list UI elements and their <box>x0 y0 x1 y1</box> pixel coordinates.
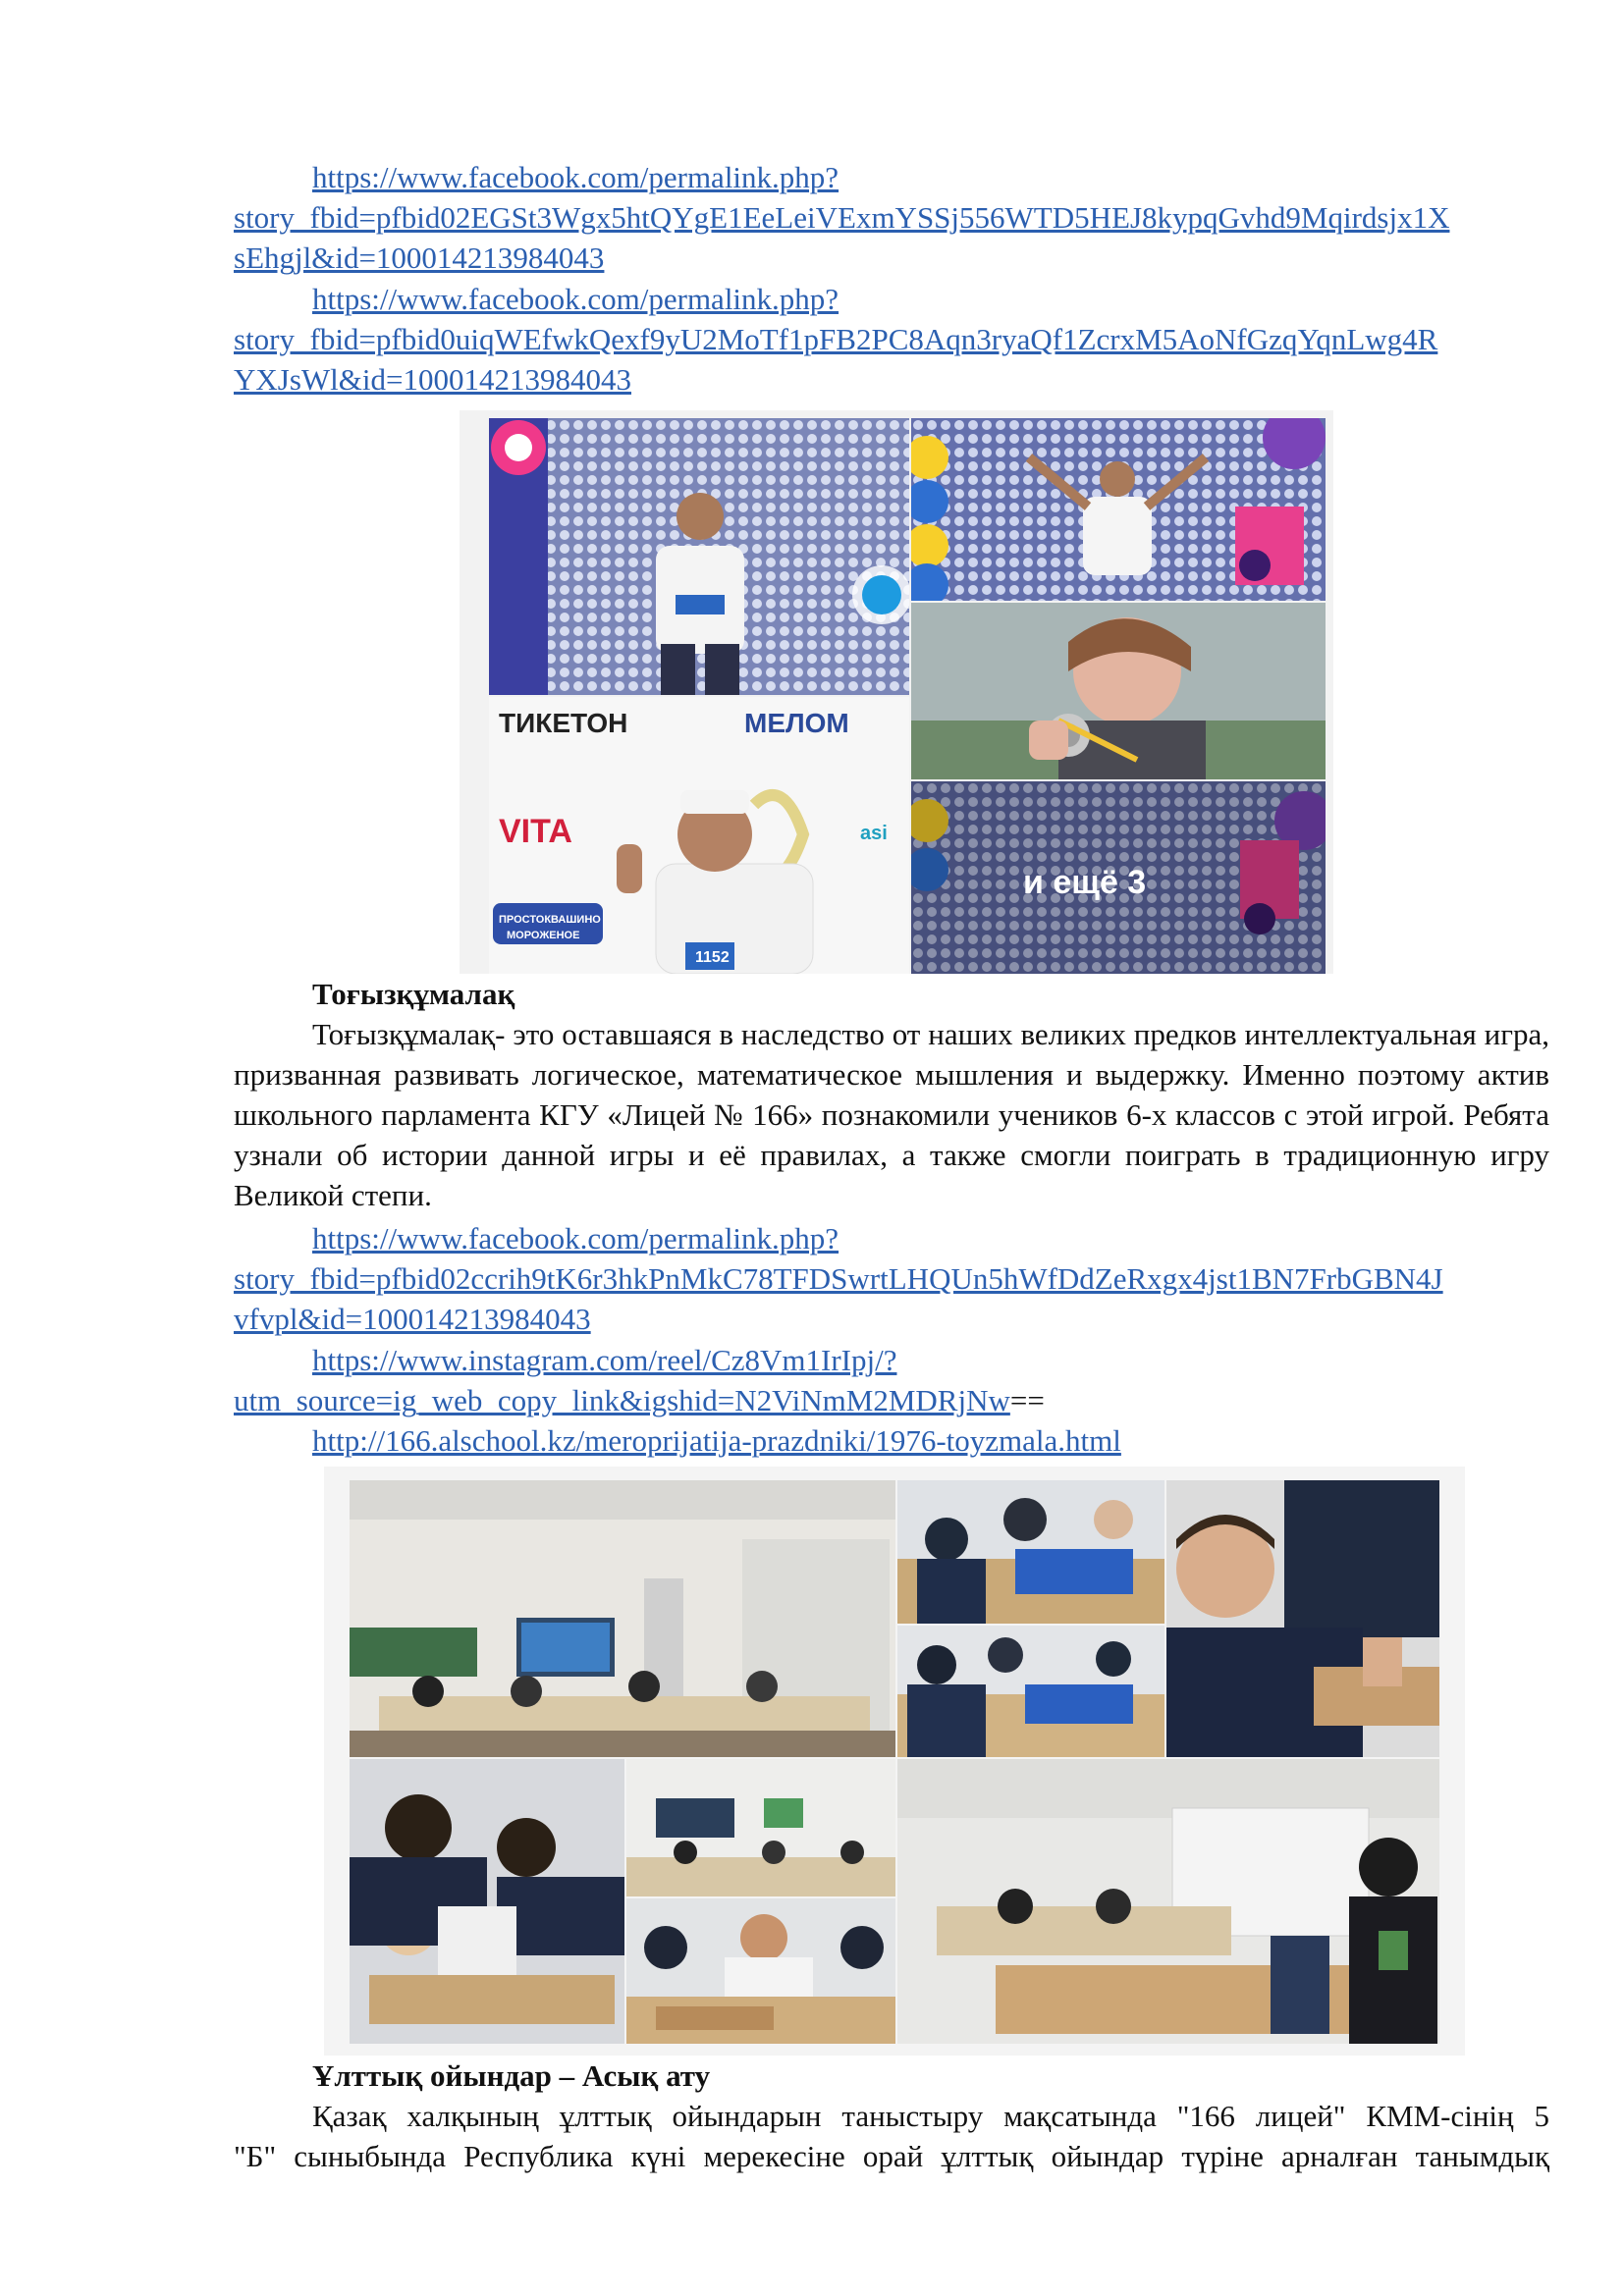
marathon-photo-collage <box>460 410 1333 974</box>
facebook-link-2-cont[interactable]: story_fbid=pfbid0uiqWEfwkQexf9yU2MoTf1pFB2PC8Aqn3ryaQf1ZcrxM5AoNfGzqYqnLwg4R <box>234 322 1438 356</box>
classroom-photo-7 <box>626 1898 895 2044</box>
classroom-photo-1 <box>350 1480 895 1757</box>
sponsor-vita: VITA <box>499 813 572 850</box>
sponsor-prostokvashino: ПРОСТОКВАШИНО <box>499 914 601 926</box>
more-photos-label: и ещё 3 <box>1023 864 1147 901</box>
section-title-asyk-atu: Ұлттық ойындар – Асық ату <box>312 2058 711 2093</box>
runner-photo-1 <box>489 418 909 695</box>
facebook-link-1-end[interactable]: sEhgjl&id=100014213984043 <box>234 240 605 275</box>
facebook-link-1[interactable]: https://www.facebook.com/permalink.php? <box>312 160 839 194</box>
instagram-link-cont-row <box>234 1380 1045 1421</box>
instagram-link[interactable]: https://www.instagram.com/reel/Cz8Vm1IrIpj/? <box>312 1343 897 1377</box>
sponsor-tiketon: ТИКЕТОН <box>499 708 628 738</box>
section-body-asyk-line2: "Б" сыныбында Республика күні мерекесіне орай ұлттық ойындар түріне арналған танымдық <box>234 2139 1549 2173</box>
classroom-photo-5 <box>350 1759 624 2044</box>
classroom-photo-2 <box>897 1480 1164 1624</box>
classroom-photo-4 <box>1166 1480 1439 1757</box>
facebook-link-2-end[interactable]: YXJsWl&id=100014213984043 <box>234 362 631 397</box>
facebook-link-3-cont[interactable]: story_fbid=pfbid02ccrih9tK6r3hkPnMkC78TFDSwrtLHQUn5hWfDdZeRxgx4jst1BN7FrbGBN4J <box>234 1261 1443 1296</box>
facebook-link-2[interactable]: https://www.facebook.com/permalink.php? <box>312 282 839 316</box>
sponsor-morozhenoe: МОРОЖЕНОЕ <box>507 930 580 941</box>
sponsor-asi: asi <box>860 823 888 844</box>
classroom-photo-6 <box>626 1759 895 1896</box>
instagram-link-suffix: == <box>1009 1383 1045 1417</box>
runner-bib: 1152 <box>695 949 730 966</box>
facebook-link-3[interactable]: https://www.facebook.com/permalink.php? <box>312 1221 839 1255</box>
section-body-asyk-line1: Қазақ халқының ұлттық ойындарын таныстыру мақсатында "166 лицей" КММ-сінің 5 <box>312 2099 1549 2133</box>
section-title-togyzkumalak: Тоғызқұмалақ <box>312 977 515 1011</box>
classroom-photo-3 <box>897 1626 1164 1757</box>
more-photos-tile[interactable] <box>911 781 1326 974</box>
facebook-link-1-cont[interactable]: story_fbid=pfbid02EGSt3Wgx5htQYgE1EeLeiVExmYSSj556WTD5HEJ8kypqGvhd9Mqirdsjx1X <box>234 200 1450 235</box>
sponsor-wall-photo <box>489 697 909 974</box>
facebook-link-3-end[interactable]: vfvpl&id=100014213984043 <box>234 1302 591 1336</box>
classroom-photo-8 <box>897 1759 1439 2044</box>
sponsor-melom: МЕЛОМ <box>744 708 849 738</box>
runner-photo-2 <box>911 418 1326 601</box>
section-body-togyzkumalak: Тоғызқұмалақ- это оставшаяся в наследство от наших великих предков интеллектуальная игра, призванная развивать логическое, математическое мышления и выдержку. Именно поэтому актив школьного парламента КГУ «Лицей № 166» познакомили учеников 6-х классов с этой игрой. Ребята узнали об истории данной игры и её правилах, а также смогли поиграть в традиционную игру Великой степи. <box>234 1017 1549 1212</box>
instagram-link-cont[interactable]: utm_source=ig_web_copy_link&igshid=N2ViNmM2MDRjNw <box>234 1383 1010 1417</box>
school-site-link[interactable]: http://166.alschool.kz/meroprijatija-prazdniki/1976-toyzmala.html <box>312 1423 1121 1458</box>
classroom-photo-collage <box>324 1467 1465 2056</box>
woman-medal-photo <box>911 603 1326 779</box>
